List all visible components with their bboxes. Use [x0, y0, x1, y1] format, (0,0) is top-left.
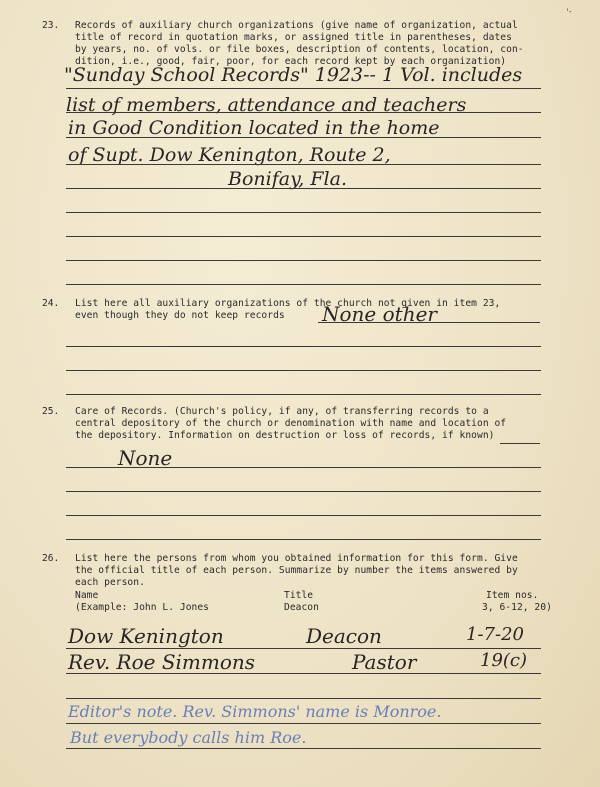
- rule: [66, 188, 541, 189]
- item-23-handwritten-line-3: in Good Condition located in the home: [68, 117, 440, 139]
- item-26-number: 26.: [42, 553, 60, 564]
- rule: [66, 515, 541, 516]
- item-25-text-line-1: Care of Records. (Church's policy, if any, of transferring records to a: [75, 406, 489, 417]
- column-header-name: Name: [75, 590, 99, 601]
- rule: [66, 467, 541, 468]
- rule: [66, 236, 541, 237]
- item-24-text-line-2: even though they do not keep records: [75, 310, 285, 321]
- rule: [66, 698, 541, 699]
- rule: [66, 137, 541, 138]
- rule: [318, 322, 540, 323]
- rule: [66, 539, 541, 540]
- item-25-number: 25.: [42, 406, 60, 417]
- informant-2-title: Pastor: [352, 650, 417, 674]
- editor-note-line-2: But everybody calls him Roe.: [70, 728, 307, 747]
- item-23-text-line-4: dition, i.e., good, fair, poor, for each record kept by each organization): [75, 56, 507, 67]
- rule: [66, 260, 541, 261]
- item-23-number: 23.: [42, 20, 60, 31]
- rule: [66, 284, 541, 285]
- rule: [66, 723, 541, 724]
- rule: [500, 443, 540, 444]
- item-26-text-line-1: List here the persons from whom you obtained information for this form. Give: [75, 553, 518, 564]
- example-title: Deacon: [284, 602, 319, 613]
- column-header-item-nos: Item nos.: [486, 590, 539, 601]
- column-header-title: Title: [284, 590, 314, 601]
- item-23-text-line-1: Records of auxiliary church organizations (give name of organization, actual: [75, 20, 518, 31]
- rule: [66, 491, 541, 492]
- margin-tick-icon: ˈˑ: [566, 8, 573, 19]
- item-23-handwritten-line-1: "Sunday School Records" 1923-- 1 Vol. includes: [64, 64, 523, 86]
- rule: [66, 648, 541, 649]
- item-24-handwritten-answer: None other: [322, 302, 437, 326]
- item-23-handwritten-line-5: Bonifay, Fla.: [228, 168, 347, 190]
- item-24-text-line-1: List here all auxiliary organizations of the church not given in item 23,: [75, 298, 501, 309]
- informant-2-items: 19(c): [480, 650, 528, 671]
- item-25-handwritten-answer: None: [118, 446, 173, 470]
- informant-1-items: 1-7-20: [466, 624, 524, 645]
- rule: [66, 164, 541, 165]
- example-name: (Example: John L. Jones: [75, 602, 209, 613]
- informant-1-name: Dow Kenington: [68, 624, 224, 648]
- item-23-handwritten-line-4: of Supt. Dow Kenington, Route 2,: [68, 144, 391, 166]
- informant-1-title: Deacon: [306, 624, 382, 648]
- item-24-number: 24.: [42, 298, 60, 309]
- item-26-text-line-2: the official title of each person. Summarize by number the items answered by: [75, 565, 518, 576]
- item-23-text-line-3: by years, no. of vols. or file boxes, description of contents, location, con-: [75, 44, 524, 55]
- editor-note-line-1: Editor's note. Rev. Simmons' name is Monroe.: [68, 702, 442, 721]
- item-23-handwritten-line-2: list of members, attendance and teachers: [66, 94, 467, 116]
- item-25-text-line-3: the depository. Information on destruction or loss of records, if known): [75, 430, 495, 441]
- rule: [66, 112, 541, 113]
- item-26-text-line-3: each person.: [75, 577, 145, 588]
- item-23-text-line-2: title of record in quotation marks, or assigned title in parentheses, dates: [75, 32, 512, 43]
- informant-2-name: Rev. Roe Simmons: [68, 650, 256, 674]
- rule: [66, 748, 541, 749]
- rule: [66, 212, 541, 213]
- rule: [66, 673, 541, 674]
- rule: [66, 346, 541, 347]
- rule: [66, 394, 541, 395]
- rule: [66, 370, 541, 371]
- example-item-nos: 3, 6-12, 20): [482, 602, 552, 613]
- item-25-text-line-2: central depository of the church or denomination with name and location of: [75, 418, 507, 429]
- rule: [66, 88, 541, 89]
